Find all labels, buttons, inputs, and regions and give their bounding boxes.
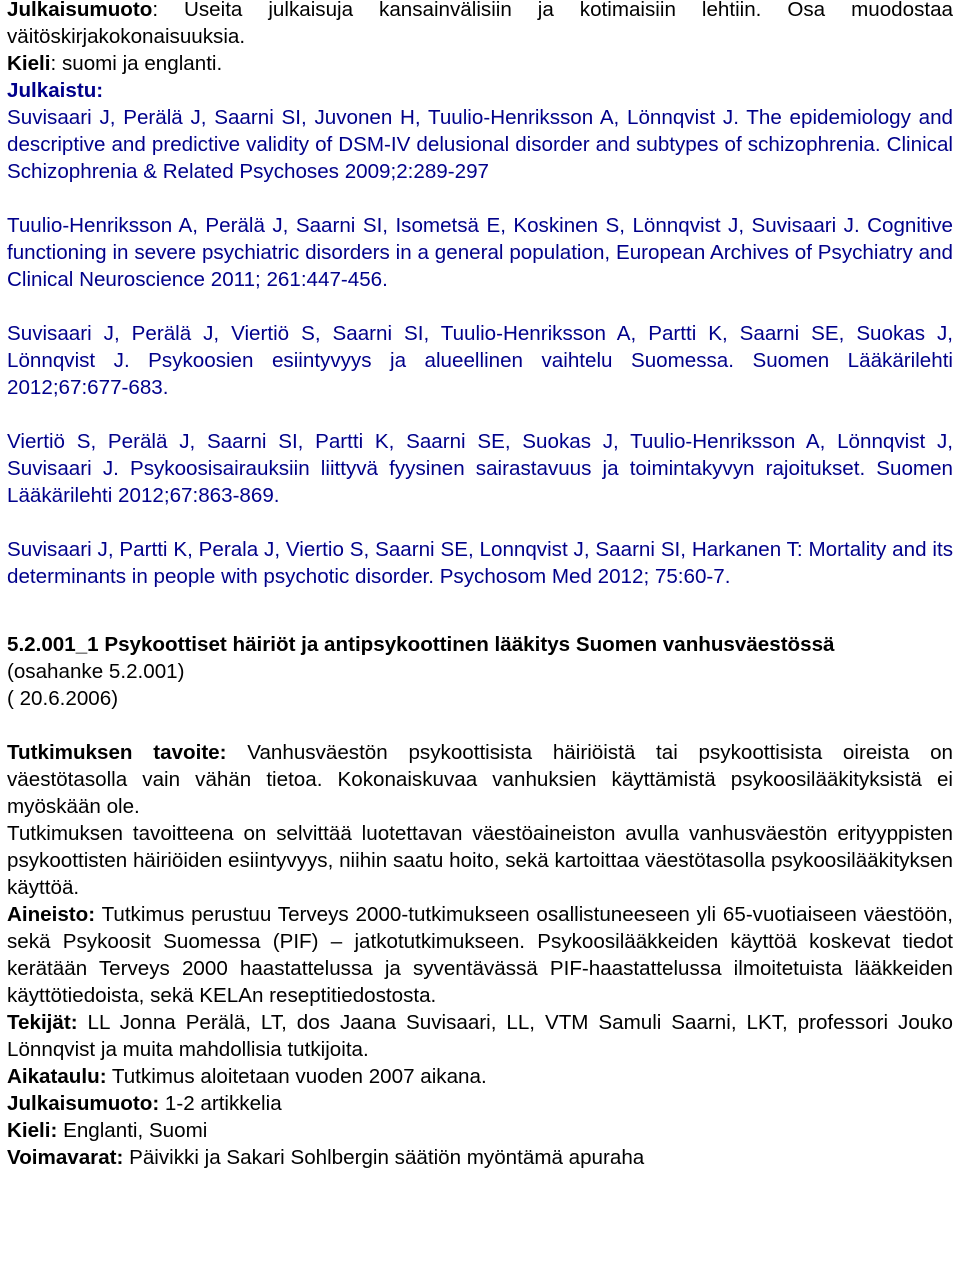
tavoite-paragraph: Tutkimuksen tavoite: Vanhusväestön psykoottisista häiriöistä tai psykoottisista oireista on väestötasolla vain vähän tietoa. Kokonaiskuvaa vanhuksien käyttämistä psykoosilääkityksistä ei myöskään ole. bbox=[7, 741, 953, 818]
reference-item: Suvisaari J, Perälä J, Viertiö S, Saarni SI, Tuulio-Henriksson A, Partti K, Saarni SE, Suokas J, Lönnqvist J. Psykoosien esiintyvyys ja alueellinen vaihtelu Suomessa. Suomen Lääkärilehti 2012;67:677-683. bbox=[7, 322, 953, 399]
document-page bbox=[7, 0, 953, 1171]
aineisto-paragraph: Aineisto: Tutkimus perustuu Terveys 2000-tutkimukseen osallistuneeseen yli 65-vuotiaiseen väestöön, sekä Psykoosit Suomessa (PIF) – jatkotutkimukseen. Psykoosilääkkeiden käyttöä koskevat tiedot kerätään Terveys 2000 haastattelussa ja syventävässä PIF-haastattelussa ilmoitetuista lääkkeiden käyttötiedoista, sekä KELAn reseptitiedostosta. bbox=[7, 903, 953, 1007]
tekijat-label: Tekijät: bbox=[7, 1011, 78, 1034]
reference-item: Suvisaari J, Partti K, Perala J, Viertio S, Saarni SE, Lonnqvist J, Saarni SI, Harkanen T: Mortality and its determinants in people with psychotic disorder. Psychosom Med 2012; 75:60-7. bbox=[7, 538, 953, 588]
aikataulu-paragraph: Aikataulu: Tutkimus aloitetaan vuoden 2007 aikana. bbox=[7, 1065, 487, 1088]
julkaisumuoto-label: Julkaisumuoto bbox=[7, 0, 153, 21]
kieli-paragraph bbox=[7, 50, 953, 77]
section-heading: 5.2.001_1 Psykoottiset häiriöt ja antipsykoottinen lääkitys Suomen vanhusväestössä bbox=[7, 633, 835, 656]
spacer bbox=[7, 712, 953, 739]
aikataulu-label: Aikataulu: bbox=[7, 1065, 107, 1088]
subproject-label: (osahanke 5.2.001) bbox=[7, 660, 185, 683]
tavoite-label: Tutkimuksen tavoite: bbox=[7, 741, 227, 764]
tavoite-paragraph-2: Tutkimuksen tavoitteena on selvittää luotettavan väestöaineiston avulla vanhusväestön erityyppisten psykoottisten häiriöiden esiintyvyys, niihin saatu hoito, sekä kartoittaa väestötasolla psykoosilääkityksen käyttöä. bbox=[7, 822, 953, 899]
kieli-label: Kieli bbox=[7, 52, 51, 75]
reference-item: Tuulio-Henriksson A, Perälä J, Saarni SI, Isometsä E, Koskinen S, Lönnqvist J, Suvisaari J. Cognitive functioning in severe psychiatric disorders in a general population, European Archives of Psychiatry and Clinical Neuroscience 2011; 261:447-456. bbox=[7, 214, 953, 291]
section-date: ( 20.6.2006) bbox=[7, 687, 119, 710]
kieli-value: : suomi ja englanti. bbox=[50, 52, 223, 75]
spacer bbox=[7, 590, 953, 617]
kieli-section-label: Kieli: bbox=[7, 1119, 58, 1142]
spacer bbox=[7, 401, 953, 428]
voimavarat-label: Voimavarat: bbox=[7, 1146, 124, 1169]
spacer bbox=[7, 293, 953, 320]
voimavarat-paragraph: Voimavarat: Päivikki ja Sakari Sohlbergin säätiön myöntämä apuraha bbox=[7, 1146, 645, 1169]
spacer bbox=[7, 509, 953, 536]
kieli-section-paragraph: Kieli: Englanti, Suomi bbox=[7, 1119, 208, 1142]
spacer bbox=[7, 617, 953, 631]
aineisto-label: Aineisto: bbox=[7, 903, 96, 926]
tekijat-paragraph: Tekijät: LL Jonna Perälä, LT, dos Jaana Suvisaari, LL, VTM Samuli Saarni, LKT, professori Jouko Lönnqvist ja muita mahdollisia tutkijoita. bbox=[7, 1011, 953, 1061]
julkaistu-heading: Julkaistu: bbox=[7, 79, 104, 102]
spacer bbox=[7, 185, 953, 212]
julkaisumuoto-paragraph bbox=[7, 0, 953, 50]
reference-item: Suvisaari J, Perälä J, Saarni SI, Juvonen H, Tuulio-Henriksson A, Lönnqvist J. The epidemiology and descriptive and predictive validity of DSM-IV delusional disorder and subtypes of schizophrenia. Clinical Schizophrenia & Related Psychoses 2009;2:289-297 bbox=[7, 106, 953, 183]
julkaisumuoto-value: : Useita julkaisuja kansainvälisiin ja kotimaisiin lehtiin. Osa muodostaa väitöskirjakokonaisuuksia. bbox=[7, 0, 953, 48]
reference-item: Viertiö S, Perälä J, Saarni SI, Partti K, Saarni SE, Suokas J, Tuulio-Henriksson A, Lönnqvist J, Suvisaari J. Psykoosisairauksiin liittyvä fyysinen sairastavuus ja toimintakyvyn rajoitukset. Suomen Lääkärilehti 2012;67:863-869. bbox=[7, 430, 953, 507]
julkaisumuoto-section-paragraph: Julkaisumuoto: 1-2 artikkelia bbox=[7, 1092, 282, 1115]
julkaisumuoto-section-label: Julkaisumuoto: bbox=[7, 1092, 160, 1115]
